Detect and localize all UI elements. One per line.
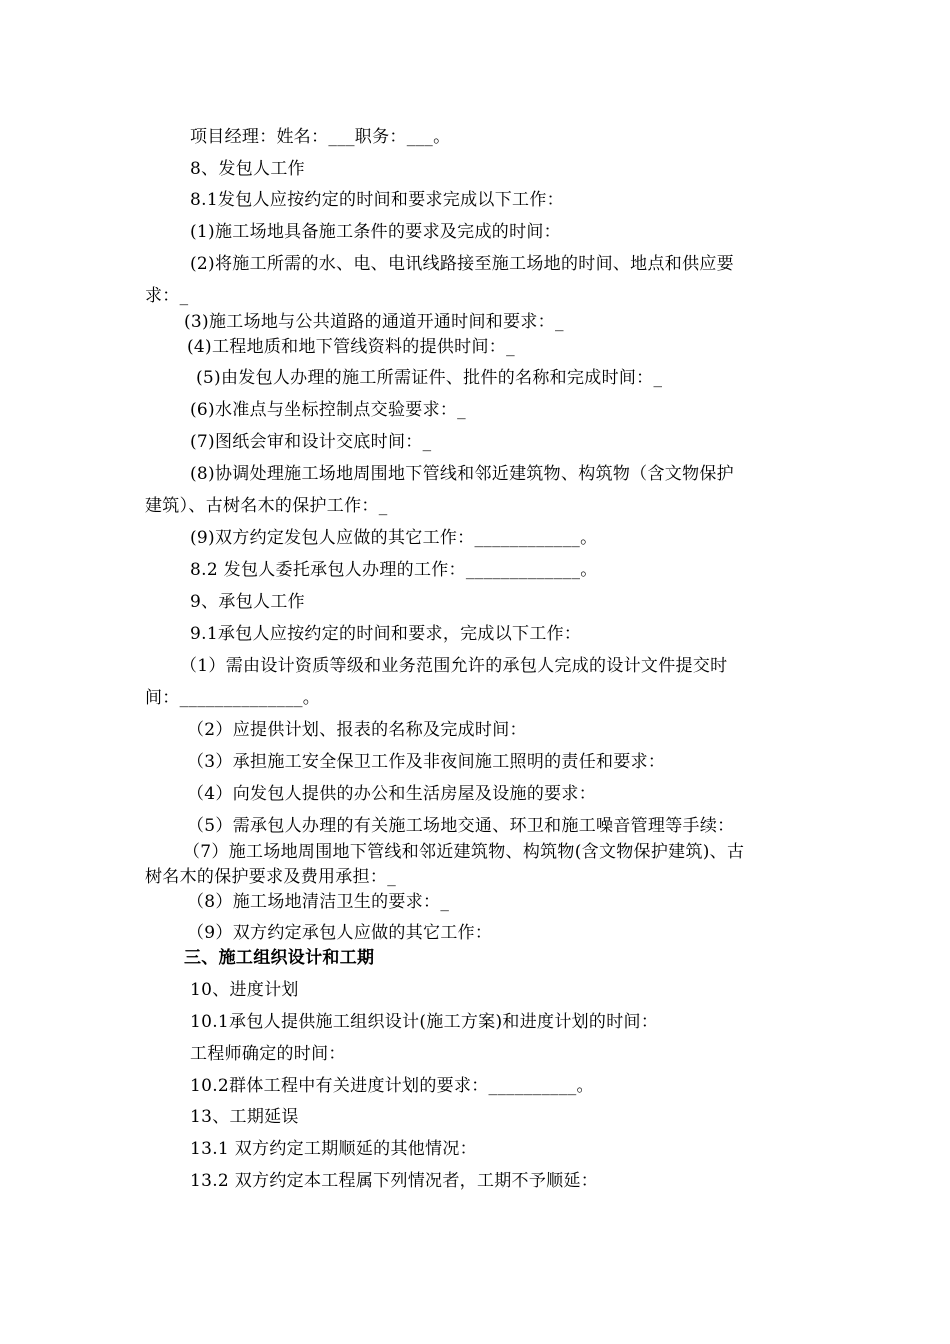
clause-8-1-item-3: (3)施工场地与公共道路的通道开通时间和要求：_ — [184, 312, 564, 332]
section-8-heading: 8、发包人工作 — [190, 159, 305, 179]
clause-13-1: 13.1 双方约定工期顺延的其他情况： — [190, 1139, 477, 1159]
clause-9-1-item-3: （3）承担施工安全保卫工作及非夜间施工照明的责任和要求： — [187, 752, 666, 772]
clause-9-1-item-2: （2）应提供计划、报表的名称及完成时间： — [187, 720, 527, 740]
clause-9-1-item-1: （1）需由设计资质等级和业务范围允许的承包人完成的设计文件提交时 — [180, 656, 728, 676]
chapter-3-heading: 三、施工组织设计和工期 — [184, 948, 375, 968]
clause-8-1-item-4: (4)工程地质和地下管线资料的提供时间：_ — [187, 337, 515, 357]
clause-10-1-engineer: 工程师确定的时间： — [190, 1044, 346, 1064]
clause-8-1-item-2-cont: 求：_ — [145, 286, 189, 306]
clause-8-1-item-8-cont: 建筑）、古树名木的保护工作：_ — [145, 496, 388, 516]
clause-10-1: 10.1承包人提供施工组织设计(施工方案)和进度计划的时间： — [190, 1012, 659, 1032]
clause-9-1-item-7: （7）施工场地周围地下管线和邻近建筑物、构筑物(含文物保护建筑)、古 — [183, 842, 745, 862]
clause-8-1-item-9: (9)双方约定发包人应做的其它工作：____________。 — [190, 528, 598, 548]
clause-8-1-item-8: (8)协调处理施工场地周围地下管线和邻近建筑物、构筑物（含文物保护 — [190, 464, 734, 484]
clause-9-1-item-9: （9）双方约定承包人应做的其它工作： — [187, 923, 493, 943]
section-13-heading: 13、工期延误 — [190, 1107, 299, 1127]
clause-9-1: 9.1承包人应按约定的时间和要求，完成以下工作： — [190, 624, 582, 644]
clause-9-1-item-8: （8）施工场地清洁卫生的要求：_ — [187, 892, 450, 912]
clause-8-1-item-7: (7)图纸会审和设计交底时间：_ — [190, 432, 432, 452]
section-10-heading: 10、进度计划 — [190, 980, 299, 1000]
clause-8-1-item-6: (6)水准点与坐标控制点交验要求：_ — [190, 400, 466, 420]
clause-10-2: 10.2群体工程中有关进度计划的要求：__________。 — [190, 1076, 594, 1096]
clause-8-2: 8.2 发包人委托承包人办理的工作：_____________。 — [190, 560, 598, 580]
clause-9-1-item-4: （4）向发包人提供的办公和生活房屋及设施的要求： — [187, 784, 597, 804]
clause-9-1-item-1-cont: 间：______________。 — [145, 688, 321, 708]
project-manager-line: 项目经理：姓名：___职务：___。 — [190, 127, 451, 147]
clause-8-1-item-2: (2)将施工所需的水、电、电讯线路接至施工场地的时间、地点和供应要 — [190, 254, 734, 274]
clause-8-1: 8.1发包人应按约定的时间和要求完成以下工作： — [190, 190, 564, 210]
clause-8-1-item-5: (5)由发包人办理的施工所需证件、批件的名称和完成时间：_ — [196, 368, 663, 388]
clause-13-2: 13.2 双方约定本工程属下列情况者，工期不予顺延： — [190, 1171, 599, 1191]
clause-8-1-item-1: (1)施工场地具备施工条件的要求及完成的时间： — [190, 222, 561, 242]
section-9-heading: 9、承包人工作 — [190, 592, 305, 612]
clause-9-1-item-7-cont: 树名木的保护要求及费用承担：_ — [145, 867, 396, 887]
clause-9-1-item-5: （5）需承包人办理的有关施工场地交通、环卫和施工噪音管理等手续： — [187, 816, 735, 836]
